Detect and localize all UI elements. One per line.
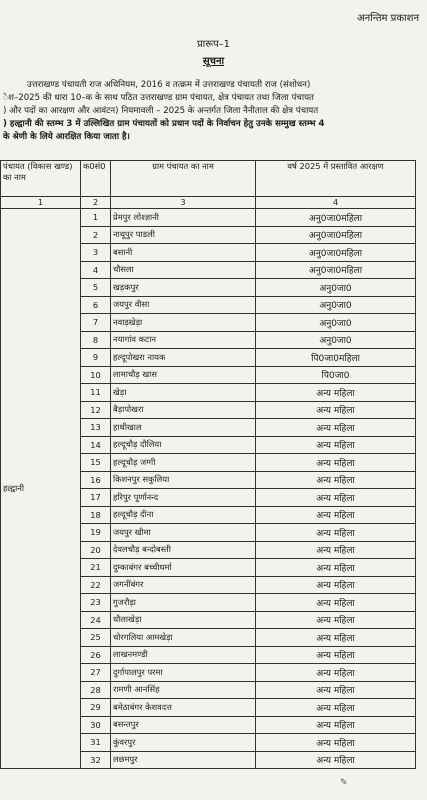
serial-cell: 32: [81, 751, 111, 769]
header-serial: क0सं0: [81, 161, 111, 197]
column-number: 4: [256, 197, 416, 209]
serial-cell: 13: [81, 419, 111, 437]
village-name-cell: कुंवरपुर: [111, 734, 256, 752]
village-name-cell: जयपुर खीमा: [111, 524, 256, 542]
village-name-cell: चोरगलिया आमखेड़ा: [111, 629, 256, 647]
provisional-publication-label: अनन्तिम प्रकाशन: [356, 13, 419, 24]
block-name-cell: हल्द्वानी: [1, 209, 81, 769]
serial-cell: 2: [81, 226, 111, 244]
serial-cell: 26: [81, 646, 111, 664]
village-name-cell: किशनपुर सकुलिया: [111, 471, 256, 489]
reservation-cell: अन्य महिला: [256, 384, 416, 402]
reservation-cell: पि0जा0महिला: [256, 349, 416, 367]
serial-cell: 15: [81, 454, 111, 472]
village-name-cell: चौसला: [111, 261, 256, 279]
serial-cell: 4: [81, 261, 111, 279]
village-name-cell: लामाचौड़ खास: [111, 366, 256, 384]
reservation-cell: अन्य महिला: [256, 734, 416, 752]
reservation-cell: अन्य महिला: [256, 489, 416, 507]
reservation-cell: अनु0जा0महिला: [256, 261, 416, 279]
reservation-cell: अनु0जा0: [256, 314, 416, 332]
document-title: सूचना: [202, 56, 225, 67]
serial-cell: 5: [81, 279, 111, 297]
village-name-cell: हल्दूपोखरा नायक: [111, 349, 256, 367]
serial-cell: 30: [81, 716, 111, 734]
reservation-cell: अन्य महिला: [256, 576, 416, 594]
reservation-cell: अन्य महिला: [256, 664, 416, 682]
serial-cell: 3: [81, 244, 111, 262]
serial-cell: 7: [81, 314, 111, 332]
reservation-cell: अन्य महिला: [256, 716, 416, 734]
serial-cell: 25: [81, 629, 111, 647]
village-name-cell: धौलाखेड़ा: [111, 611, 256, 629]
reservation-cell: अन्य महिला: [256, 594, 416, 612]
serial-cell: 1: [81, 209, 111, 227]
reservation-cell: अनु0जा0: [256, 279, 416, 297]
village-name-cell: बैड़ापोखरा: [111, 401, 256, 419]
serial-cell: 9: [81, 349, 111, 367]
reservation-cell: अनु0जा0: [256, 296, 416, 314]
reservation-cell: अन्य महिला: [256, 611, 416, 629]
reservation-cell: अन्य महिला: [256, 471, 416, 489]
serial-cell: 14: [81, 436, 111, 454]
intro-line: ) और पदों का आरक्षण और आवंटन) नियमावली – 2025 के अन्तर्गत जिला नैनीताल की क्षेत्र पंचायत: [3, 106, 319, 116]
village-name-cell: जगनींबंगर: [111, 576, 256, 594]
serial-cell: 24: [81, 611, 111, 629]
intro-line: उत्तराखण्ड पंचायती राज अधिनियम, 2016 व तत्क्रम में उत्तराखण्ड पंचायती राज (संशोधन): [27, 80, 311, 90]
reservation-cell: अन्य महिला: [256, 541, 416, 559]
table-body: [1, 209, 416, 769]
reservation-cell: अन्य महिला: [256, 454, 416, 472]
serial-cell: 18: [81, 506, 111, 524]
village-name-cell: नवाड़खेड़ा: [111, 314, 256, 332]
reservation-cell: अन्य महिला: [256, 419, 416, 437]
reservation-cell: अन्य महिला: [256, 629, 416, 647]
village-name-cell: खेड़ा: [111, 384, 256, 402]
reservation-cell: अन्य महिला: [256, 559, 416, 577]
intro-line: ) हल्द्वानी की स्तम्भ 3 में उल्लिखित ग्राम पंचायतों को प्रधान पदों के निर्वाचन हेतु उनके सम्मुख स्तम्भ 4: [3, 119, 325, 129]
village-name-cell: बसानी: [111, 244, 256, 262]
village-name-cell: खड़कपुर: [111, 279, 256, 297]
village-name-cell: नाथूपुर पाडली: [111, 226, 256, 244]
table-row: [1, 209, 416, 227]
header-village-name: ग्राम पंचायत का नाम: [111, 161, 256, 197]
serial-cell: 31: [81, 734, 111, 752]
form-number: प्रारूप–1: [196, 39, 231, 50]
serial-cell: 11: [81, 384, 111, 402]
serial-cell: 19: [81, 524, 111, 542]
village-name-cell: गुजरौड़ा: [111, 594, 256, 612]
reservation-cell: अन्य महिला: [256, 524, 416, 542]
village-name-cell: दुम्काबंगर बच्चीधर्मा: [111, 559, 256, 577]
serial-cell: 22: [81, 576, 111, 594]
column-number: 1: [1, 197, 81, 209]
intro-line: ेश–2025 की धारा 10–क के साथ पठित उत्तराखण्ड ग्राम पंचायत, क्षेत्र पंचायत तथा जिला पंचायत: [3, 93, 314, 103]
serial-cell: 12: [81, 401, 111, 419]
column-number: 3: [111, 197, 256, 209]
serial-cell: 8: [81, 331, 111, 349]
reservation-cell: अन्य महिला: [256, 751, 416, 769]
village-name-cell: नयागांव कटान: [111, 331, 256, 349]
page-edge-mark: ✎: [340, 778, 348, 788]
serial-cell: 16: [81, 471, 111, 489]
reservation-cell: अनु0जा0महिला: [256, 244, 416, 262]
reservation-cell: अन्य महिला: [256, 506, 416, 524]
serial-cell: 17: [81, 489, 111, 507]
reservation-cell: अनु0जा0महिला: [256, 226, 416, 244]
reservation-cell: अनु0जा0: [256, 331, 416, 349]
serial-cell: 28: [81, 681, 111, 699]
village-name-cell: हरिपुर पूर्णानन्द: [111, 489, 256, 507]
serial-cell: 20: [81, 541, 111, 559]
header-reservation: वर्ष 2025 में प्रस्तावित आरक्षण: [256, 161, 416, 197]
village-name-cell: प्रेमपुर लोश्ज्ञानी: [111, 209, 256, 227]
serial-cell: 10: [81, 366, 111, 384]
village-name-cell: जयपुर वीसा: [111, 296, 256, 314]
reservation-cell: अनु0जा0महिला: [256, 209, 416, 227]
village-name-cell: हाथीखाल: [111, 419, 256, 437]
village-name-cell: दुर्गापालपुर परमा: [111, 664, 256, 682]
reservation-cell: अन्य महिला: [256, 401, 416, 419]
intro-line: के श्रेणी के लिये आरक्षित किया जाता है।: [3, 132, 130, 142]
village-name-cell: हल्दूचौड़ दीना: [111, 506, 256, 524]
reservation-table: [0, 160, 416, 769]
serial-cell: 6: [81, 296, 111, 314]
reservation-cell: अन्य महिला: [256, 681, 416, 699]
column-number: 2: [81, 197, 111, 209]
village-name-cell: बमेठाबंगर केशवदत्त: [111, 699, 256, 717]
intro-paragraph: [3, 79, 423, 144]
serial-cell: 23: [81, 594, 111, 612]
reservation-cell: पि0जा0: [256, 366, 416, 384]
header-block-name: पंचायत (विकास खण्ड) का नाम: [1, 161, 81, 197]
serial-cell: 27: [81, 664, 111, 682]
village-name-cell: रामणी आनसिंह: [111, 681, 256, 699]
village-name-cell: देवलचौड़ बन्दोबस्ती: [111, 541, 256, 559]
reservation-cell: अन्य महिला: [256, 646, 416, 664]
reservation-cell: अन्य महिला: [256, 699, 416, 717]
serial-cell: 29: [81, 699, 111, 717]
village-name-cell: लाखनमण्डी: [111, 646, 256, 664]
village-name-cell: बसन्तपुर: [111, 716, 256, 734]
reservation-cell: अन्य महिला: [256, 436, 416, 454]
serial-cell: 21: [81, 559, 111, 577]
village-name-cell: लछमपुर: [111, 751, 256, 769]
village-name-cell: हल्दूचौड़ दौलिया: [111, 436, 256, 454]
village-name-cell: हल्दूचौड़ जग्गी: [111, 454, 256, 472]
